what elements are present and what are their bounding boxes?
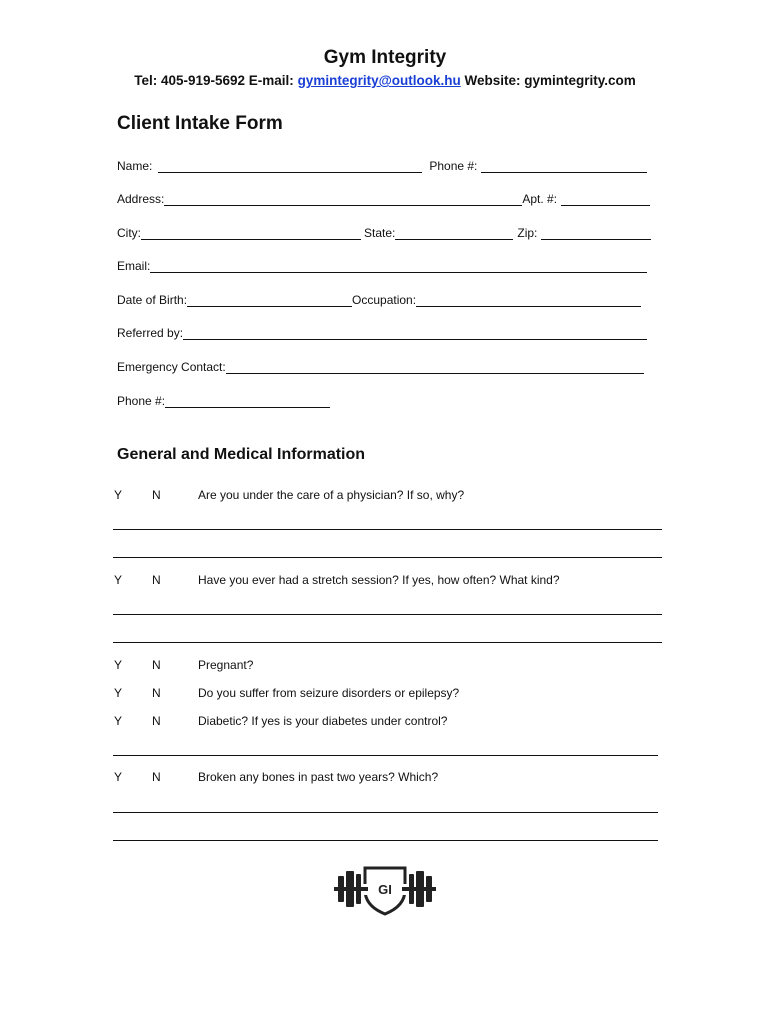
email-field[interactable] — [150, 260, 647, 273]
logo-initials: GI — [378, 882, 392, 897]
yes-option[interactable]: Y — [114, 770, 123, 784]
answer-line[interactable] — [113, 557, 662, 558]
zip-field[interactable] — [541, 227, 651, 240]
name-field[interactable] — [158, 160, 422, 173]
dob-field[interactable] — [187, 294, 352, 307]
answer-line[interactable] — [113, 529, 662, 530]
address-label: Address: — [117, 192, 165, 206]
form-title: Client Intake Form — [117, 113, 283, 134]
gym-name: Gym Integrity — [323, 47, 447, 68]
no-option[interactable]: N — [152, 686, 161, 700]
emergency-phone-label: Phone #: — [117, 394, 166, 408]
tel-label: Tel: 405-919-5692 E-mail: — [134, 73, 294, 88]
occupation-field[interactable] — [416, 294, 641, 307]
question-seizure: Do you suffer from seizure disorders or epilepsy? — [198, 686, 460, 700]
email-label: Email: — [117, 259, 151, 273]
answer-line[interactable] — [113, 812, 658, 813]
emergency-field[interactable] — [226, 361, 644, 374]
emergency-phone-field[interactable] — [165, 395, 330, 408]
occupation-label: Occupation: — [352, 293, 417, 307]
phone-field[interactable] — [481, 160, 647, 173]
no-option[interactable]: N — [152, 488, 161, 502]
address-field[interactable] — [164, 193, 522, 206]
city-row — [117, 226, 651, 240]
no-option[interactable]: N — [152, 770, 161, 784]
referred-label: Referred by: — [117, 326, 184, 340]
phone-label: Phone #: — [429, 159, 478, 173]
referred-field[interactable] — [183, 327, 647, 340]
yes-option[interactable]: Y — [114, 686, 123, 700]
address-row — [117, 192, 650, 206]
email-link[interactable]: gymintegrity@outlook.hu — [297, 73, 461, 88]
question-physician: Are you under the care of a physician? If so, why? — [198, 488, 465, 502]
no-option[interactable]: N — [152, 573, 161, 587]
answer-line[interactable] — [113, 840, 658, 841]
emergency-label: Emergency Contact: — [117, 360, 226, 374]
question-stretch: Have you ever had a stretch session? If yes, how often? What kind? — [198, 573, 560, 587]
city-field[interactable] — [141, 227, 361, 240]
city-label: City: — [117, 226, 141, 240]
yes-option[interactable]: Y — [114, 488, 123, 502]
name-label: Name: — [117, 159, 153, 173]
yes-option[interactable]: Y — [114, 573, 123, 587]
answer-line[interactable] — [113, 755, 658, 756]
website-label: Website: gymintegrity.com — [464, 73, 636, 88]
emergency-row — [117, 360, 644, 374]
state-label: State: — [364, 226, 396, 240]
no-option[interactable]: N — [152, 658, 161, 672]
gym-logo — [334, 864, 436, 916]
question-diabetic: Diabetic? If yes is your diabetes under control? — [198, 714, 448, 728]
apt-label: Apt. #: — [522, 192, 558, 206]
name-row — [117, 159, 647, 173]
question-bones: Broken any bones in past two years? Which? — [198, 770, 439, 784]
answer-line[interactable] — [113, 614, 662, 615]
apt-field[interactable] — [561, 193, 650, 206]
question-pregnant: Pregnant? — [198, 658, 254, 672]
state-field[interactable] — [395, 227, 513, 240]
referred-row — [117, 326, 647, 340]
zip-label: Zip: — [517, 226, 538, 240]
dob-label: Date of Birth: — [117, 293, 188, 307]
contact-line — [0, 73, 770, 88]
yes-option[interactable]: Y — [114, 658, 123, 672]
yes-option[interactable]: Y — [114, 714, 123, 728]
medical-title: General and Medical Information — [117, 446, 366, 463]
email-row — [117, 259, 647, 273]
dob-row — [117, 293, 641, 307]
no-option[interactable]: N — [152, 714, 161, 728]
barbell-shield-icon — [334, 864, 436, 916]
answer-line[interactable] — [113, 642, 662, 643]
emergency-phone-row — [117, 394, 330, 408]
